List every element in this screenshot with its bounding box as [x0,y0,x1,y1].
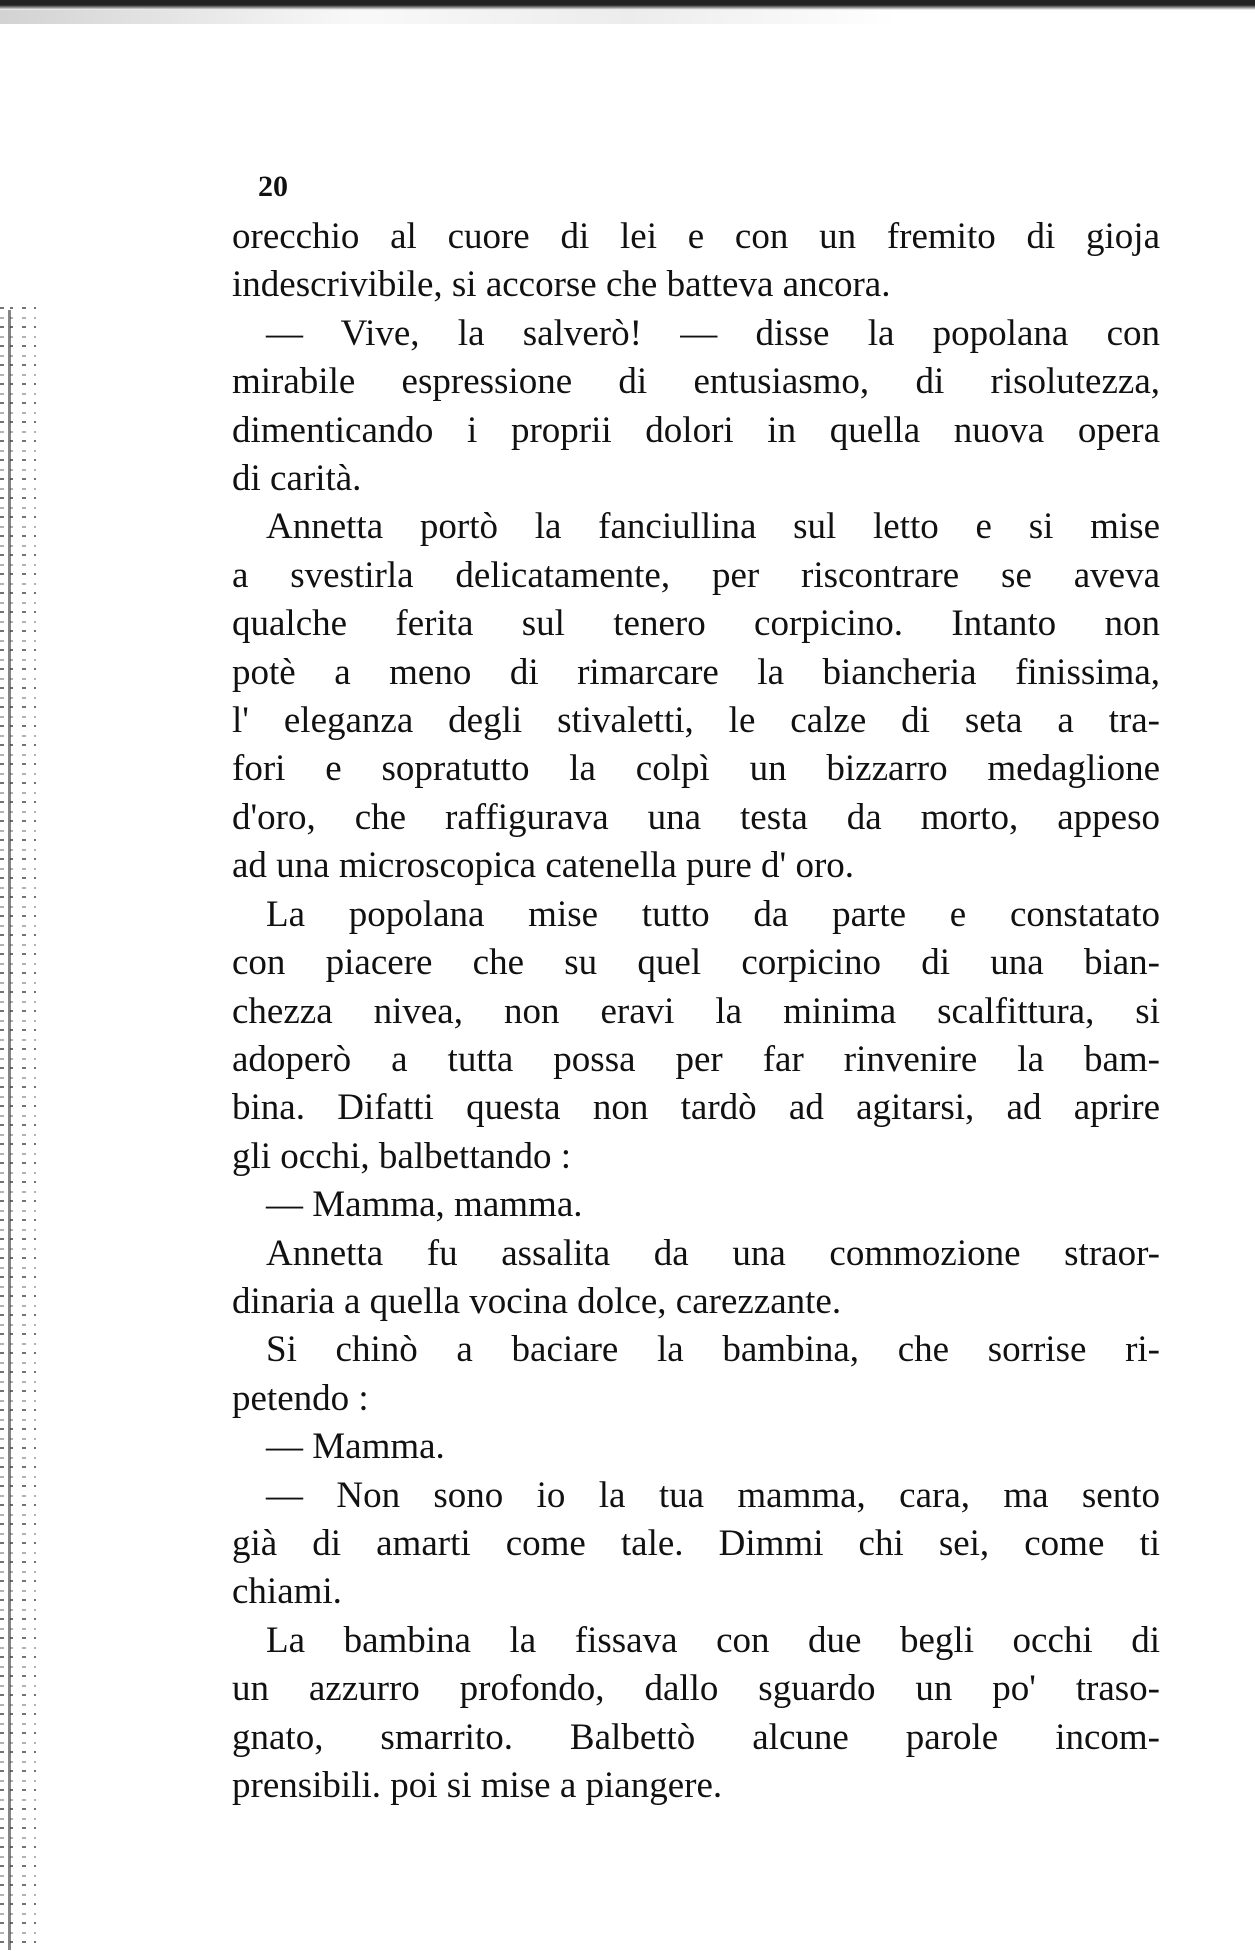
text-line: già di amarti come tale. Dimmi chi sei, come ti [232,1522,1160,1564]
page-body-text [232,213,1160,1810]
text-line: a svestirla delicatamente, per riscontrare se aveva [232,554,1160,596]
text-line: La popolana mise tutto da parte e constatato [266,893,1160,935]
text-line: d'oro, che raffigurava una testa da morto, appeso [232,796,1160,838]
text-line: Si chinò a baciare la bambina, che sorrise ri- [266,1329,1160,1371]
text-line: mirabile espressione di entusiasmo, di risolutezza, [232,361,1160,403]
text-line: La bambina la fissava con due begli occhi di [266,1619,1160,1661]
text-line: l' eleganza degli stivaletti, le calze di seta a tra- [232,700,1160,742]
text-line: orecchio al cuore di lei e con un fremito di gioja [232,216,1160,257]
text-line: gli occhi, balbettando : [232,1135,572,1177]
scan-binding-edge [0,300,46,1951]
text-line: adoperò a tutta possa per far rinvenire la bam- [232,1038,1160,1080]
text-line: fori e sopratutto la colpì un bizzarro medaglione [232,748,1160,790]
page-number: 20 [258,170,288,203]
text-line: prensibili. poi si mise a piangere. [232,1765,723,1806]
text-line: ad una microscopica catenella pure d' oro. [232,845,855,887]
text-line: — Non sono io la tua mamma, cara, ma sento [266,1474,1160,1516]
text-line: — Mamma, mamma. [266,1184,583,1226]
text-line: bina. Difatti questa non tardò ad agitarsi, ad aprire [232,1087,1160,1129]
scan-top-smear [0,10,900,24]
text-line: Annetta fu assalita da una commozione straor- [266,1232,1160,1274]
text-line: di carità. [232,458,362,500]
scan-top-border [0,0,1255,10]
text-line: un azzurro profondo, dallo sguardo un po' traso- [232,1668,1160,1710]
text-line: dinaria a quella vocina dolce, carezzante. [232,1280,842,1322]
scan-binding-line [8,310,11,1950]
text-line: petendo : [232,1377,369,1419]
text-line: Annetta portò la fanciullina sul letto e si mise [266,506,1160,548]
text-line: indescrivibile, si accorse che batteva ancora. [232,264,891,306]
text-line: chezza nivea, non eravi la minima scalfittura, si [232,990,1160,1032]
text-line: — Mamma. [266,1426,445,1468]
text-line: chiami. [232,1571,342,1613]
text-line: dimenticando i proprii dolori in quella nuova opera [232,409,1160,451]
text-line: qualche ferita sul tenero corpicino. Intanto non [232,603,1160,645]
text-line: gnato, smarrito. Balbettò alcune parole incom- [232,1716,1160,1758]
text-line: — Vive, la salverò! — disse la popolana con [266,312,1160,354]
text-line: con piacere che su quel corpicino di una bian- [232,942,1160,984]
text-line: potè a meno di rimarcare la biancheria finissima, [232,651,1160,693]
